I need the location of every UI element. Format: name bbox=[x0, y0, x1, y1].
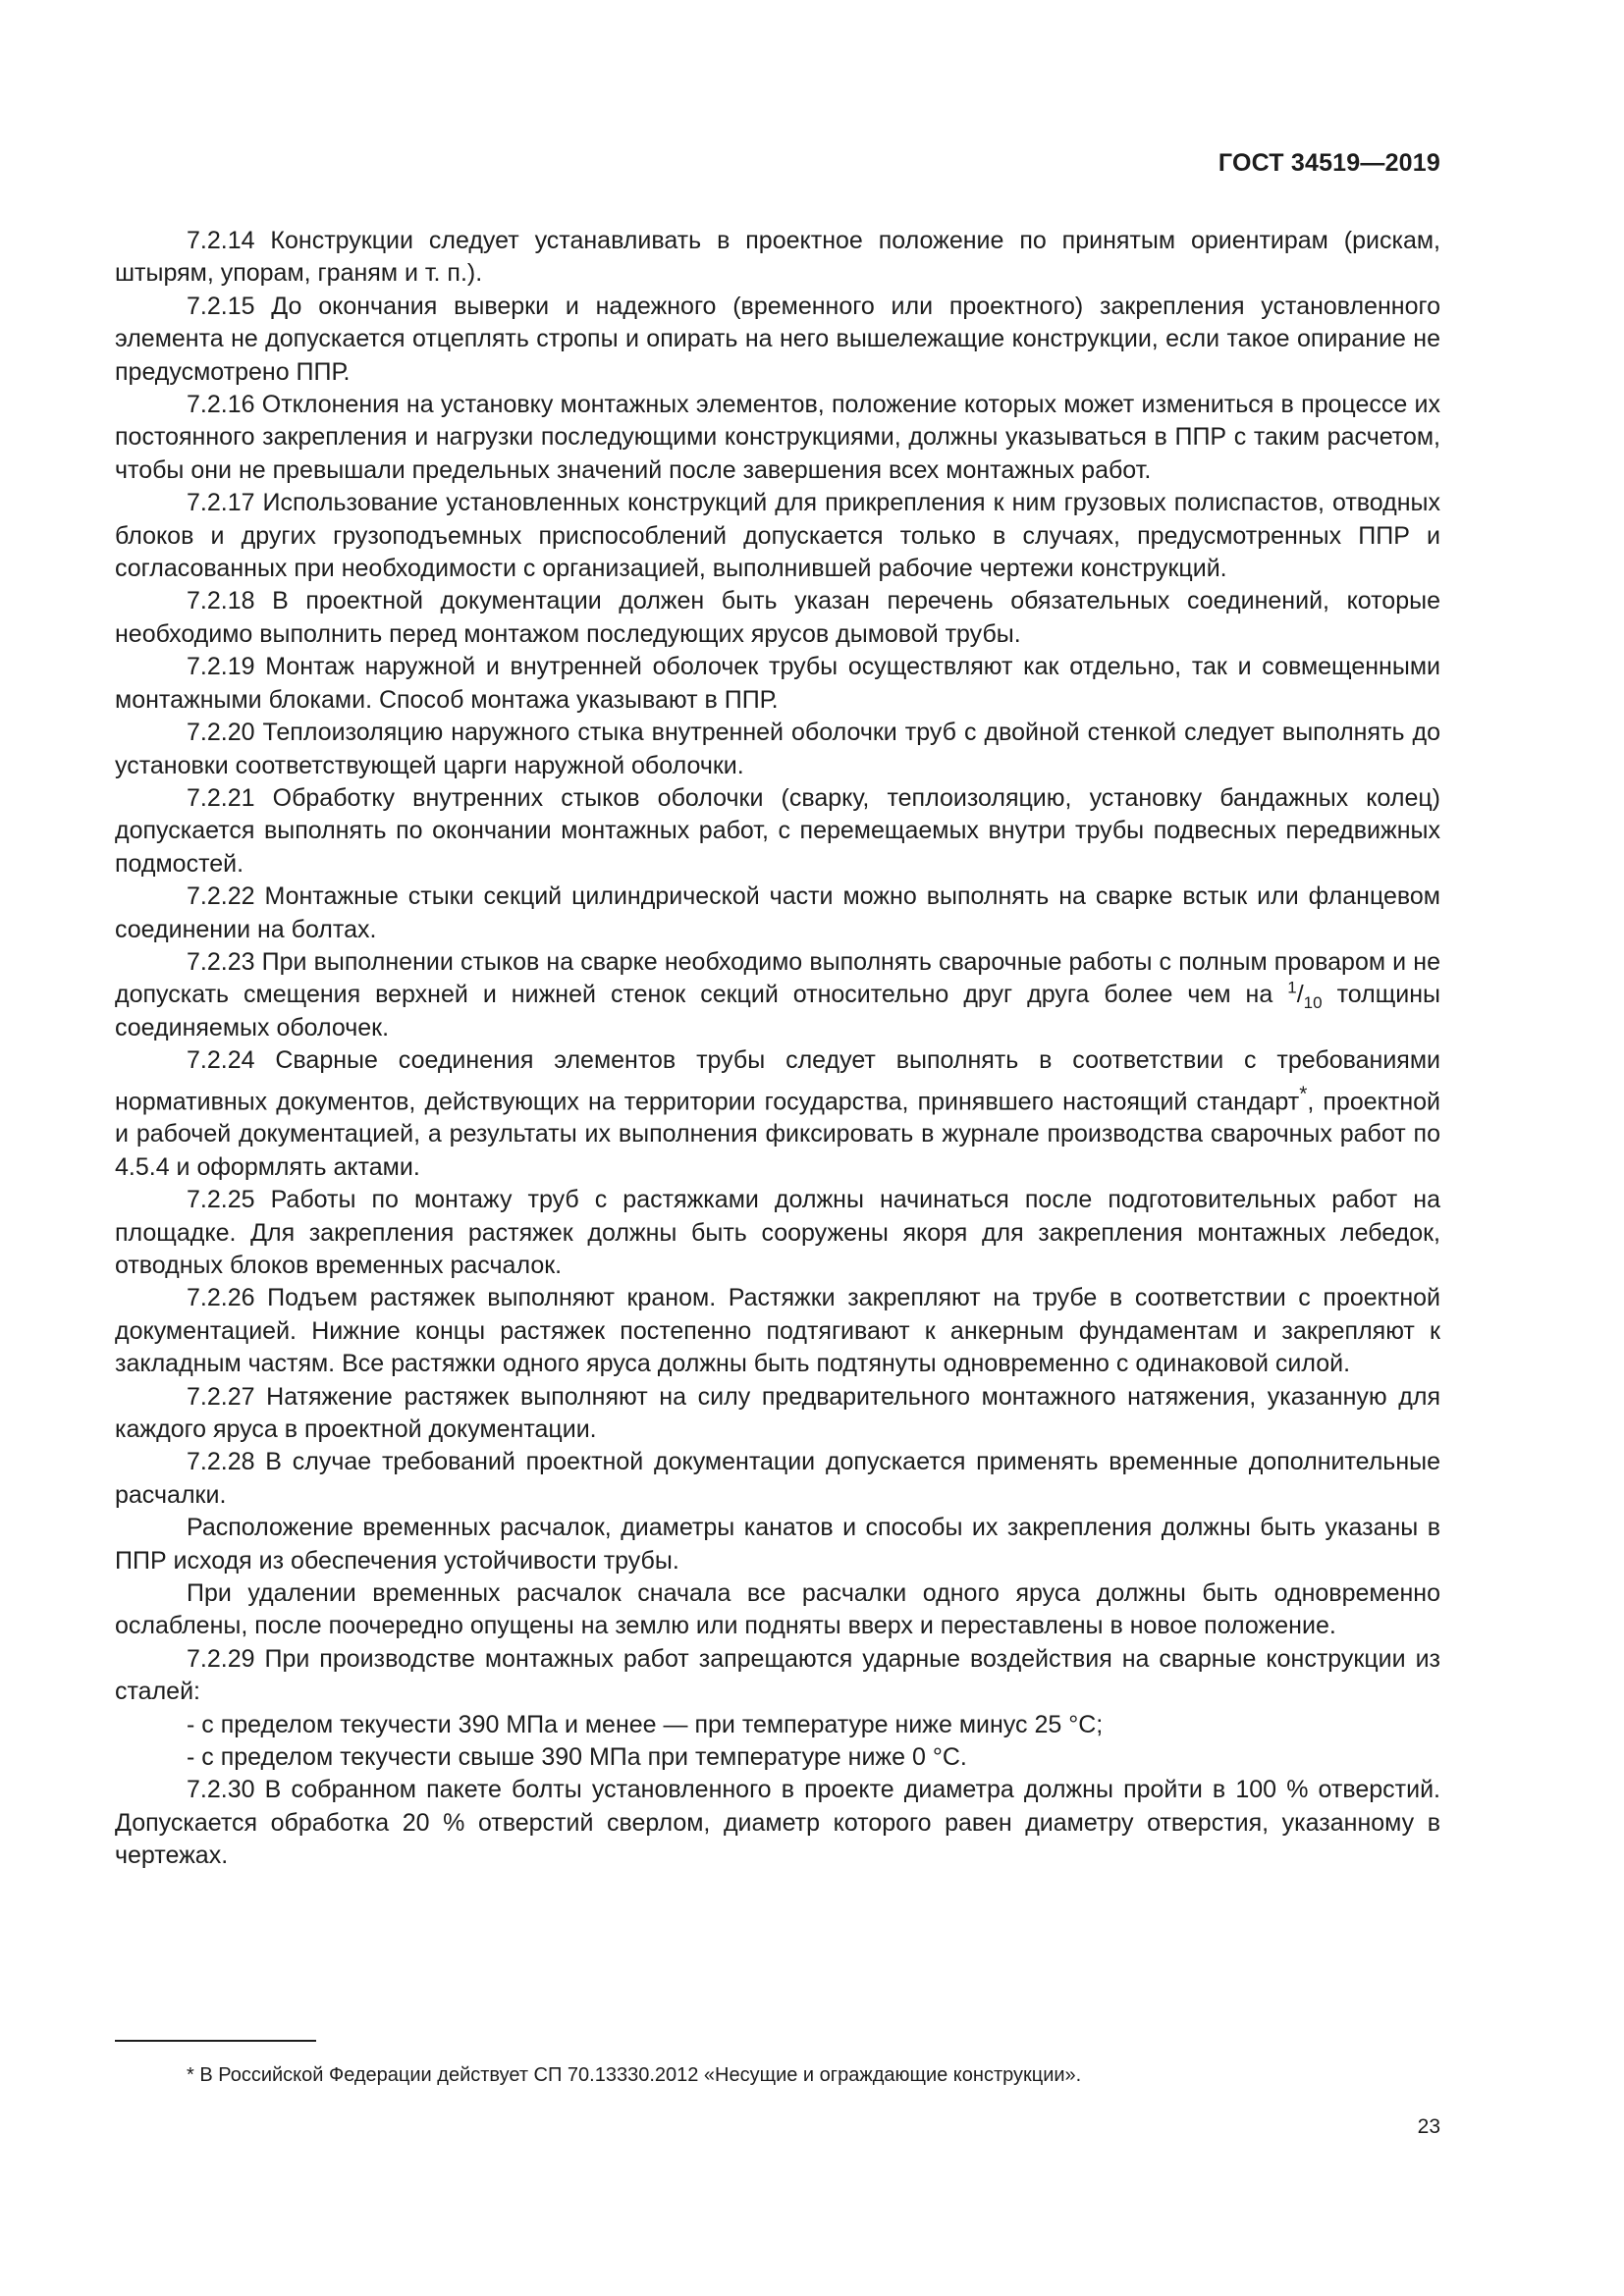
fraction-numerator: 1 bbox=[1287, 979, 1297, 998]
footnote-mark: * bbox=[1299, 1082, 1308, 1105]
page-number: 23 bbox=[1417, 2115, 1440, 2138]
paragraph-7-2-30: 7.2.30 В собранном пакете болты установленного в проекте диаметра должны пройти в 100 % отверстий. Допускается обработка 20 % отверстий сверлом, диаметр которого равен диаметру отверстия, указанному в чертежах. bbox=[115, 1776, 1440, 1870]
main-text bbox=[115, 225, 1440, 1873]
fraction-slash: / bbox=[1296, 981, 1304, 1009]
standard-header: ГОСТ 34519—2019 bbox=[1218, 149, 1440, 177]
paragraph-7-2-17: 7.2.17 Использование установленных конструкций для прикрепления к ним грузовых полиспастов, отводных блоков и других грузоподъемных приспособлений допускается только в случаях, предусмотренных ППР и согласованных при необходимости с организацией, выполнившей рабочие чертежи конструкций. bbox=[115, 489, 1440, 583]
paragraph-7-2-27: 7.2.27 Натяжение растяжек выполняют на силу предварительного монтажного натяжения, указанную для каждого яруса в проектной документации. bbox=[115, 1382, 1440, 1443]
paragraph-7-2-29: 7.2.29 При производстве монтажных работ запрещаются ударные воздействия на сварные конструкции из сталей: bbox=[115, 1644, 1440, 1706]
paragraph-7-2-28: 7.2.28 В случае требований проектной документации допускается применять временные дополнительные расчалки. bbox=[115, 1448, 1440, 1509]
list-item: - с пределом текучести 390 МПа и менее — при температуре ниже минус 25 °С; bbox=[187, 1710, 1104, 1738]
fraction-one-tenth bbox=[1287, 979, 1323, 1013]
paragraph-guy-placement: Расположение временных расчалок, диаметры канатов и способы их закрепления должны быть указаны в ППР исходя из обеспечения устойчивости трубы. bbox=[115, 1514, 1440, 1575]
paragraph-7-2-18: 7.2.18 В проектной документации должен быть указан перечень обязательных соединений, которые необходимо выполнить перед монтажом последующих ярусов дымовой трубы. bbox=[115, 587, 1440, 648]
paragraph-7-2-26: 7.2.26 Подъем растяжек выполняют краном. Растяжки закрепляют на трубе в соответствии с проектной документацией. Нижние концы растяжек постепенно подтягивают к анкерным фундаментам и закрепляют к закладным частям. Все растяжки одного яруса должны быть подтянуты одновременно с одинаковой силой. bbox=[115, 1284, 1440, 1378]
paragraph-7-2-15: 7.2.15 До окончания выверки и надежного (временного или проектного) закрепления установленного элемента не допускается отцеплять стропы и опирать на него вышележащие конструкции, если такое опирание не предусмотрено ППР. bbox=[115, 292, 1440, 386]
paragraph-7-2-24 bbox=[115, 1044, 1440, 1184]
paragraph-7-2-20: 7.2.20 Теплоизоляцию наружного стыка внутренней оболочки труб с двойной стенкой следует выполнять до установки соответствующей царги наружной оболочки. bbox=[115, 719, 1440, 779]
footnote-separator bbox=[115, 2040, 316, 2042]
paragraph-7-2-25: 7.2.25 Работы по монтажу труб с растяжками должны начинаться после подготовительных работ на площадке. Для закрепления растяжек должны быть сооружены якоря для закрепления монтажных лебедок, отводных блоков временных расчалок. bbox=[115, 1186, 1440, 1279]
paragraph-7-2-24-tail: , проектной и рабочей документацией, а результаты их выполнения фиксировать в журнале производства сварочных работ по 4.5.4 и оформлять актами. bbox=[115, 1087, 1440, 1181]
paragraph-7-2-21: 7.2.21 Обработку внутренних стыков оболочки (сварку, теплоизоляцию, установку бандажных колец) допускается выполнять по окончании монтажных работ, с перемещаемых внутри трубы подвесных передвижных подмостей. bbox=[115, 783, 1440, 878]
list-item: - с пределом текучести свыше 390 МПа при температуре ниже 0 °С. bbox=[187, 1743, 967, 1772]
paragraph-7-2-19: 7.2.19 Монтаж наружной и внутренней оболочек трубы осуществляют как отдельно, так и совмещенными монтажными блоками. Способ монтажа указывают в ППР. bbox=[115, 653, 1440, 714]
paragraph-7-2-24-text: 7.2.24 Сварные соединения элементов трубы следует выполнять в соответствии с требованиями нормативных документов, действующих на территории государства, принявшего настоящий стандарт bbox=[115, 1046, 1440, 1115]
footnote: * В Российской Федерации действует СП 70.13330.2012 «Несущие и ограждающие конструкции». bbox=[187, 2064, 1082, 2086]
paragraph-7-2-23-tail: толщины соединяемых оболочек. bbox=[115, 981, 1440, 1041]
fraction-denominator: 10 bbox=[1303, 993, 1323, 1013]
paragraph-guy-removal: При удалении временных расчалок сначала все расчалки одного яруса должны быть одновременно ослаблены, после поочередно опущены на землю или подняты вверх и переставлены в новое положение. bbox=[115, 1578, 1440, 1640]
paragraph-7-2-22: 7.2.22 Монтажные стыки секций цилиндрической части можно выполнять на сварке встык или фланцевом соединении на болтах. bbox=[115, 882, 1440, 943]
paragraph-7-2-14: 7.2.14 Конструкции следует устанавливать в проектное положение по принятым ориентирам (рискам, штырям, упорам, граням и т. п.). bbox=[115, 227, 1440, 288]
paragraph-7-2-23-text: 7.2.23 При выполнении стыков на сварке необходимо выполнять сварочные работы с полным проваром и не допускать смещения верхней и нижней стенок секций относительно друг друга более чем на bbox=[115, 947, 1440, 1009]
paragraph-7-2-16: 7.2.16 Отклонения на установку монтажных элементов, положение которых может измениться в процессе их постоянного закрепления и нагрузки последующими конструкциями, должны указываться в ППР с таким расчетом, чтобы они не превышали предельных значений после завершения всех монтажных работ. bbox=[115, 391, 1440, 484]
paragraph-7-2-23 bbox=[115, 946, 1440, 1044]
